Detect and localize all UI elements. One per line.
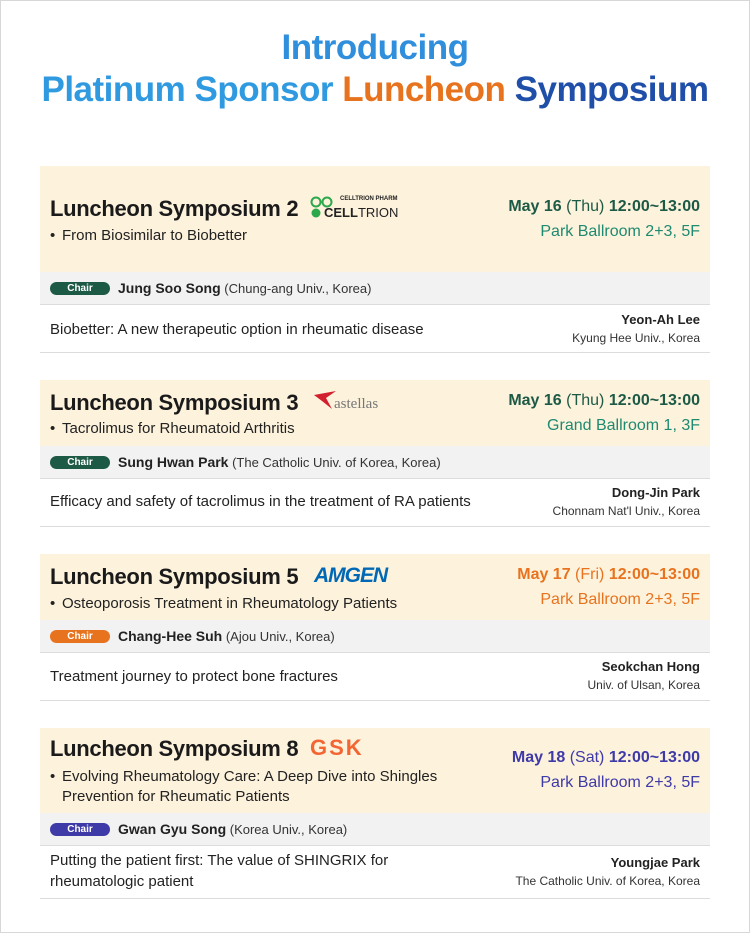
chair-name: Jung Soo Song (Chung-ang Univ., Korea) — [118, 280, 372, 296]
symposium-header — [40, 166, 710, 272]
gsk-logo: GSK — [310, 735, 364, 760]
symposium-title: Luncheon Symposium 8 — [50, 736, 299, 761]
symposium-topic: • From Biosimilar to Biobetter — [50, 227, 248, 244]
lecture-title: Treatment journey to protect bone fractures — [50, 668, 338, 685]
symposium-card-2 — [40, 166, 710, 352]
symposium-card-8 — [40, 728, 710, 898]
speaker-affiliation: The Catholic Univ. of Korea, Korea — [515, 874, 700, 888]
chair-badge: Chair — [50, 630, 110, 643]
chair-row — [40, 272, 710, 305]
symposium-topic: • Evolving Rheumatology Care: A Deep Dive into Shingles Prevention for Rheumatic Patients — [50, 768, 438, 805]
speaker-affiliation: Chonnam Nat'l Univ., Korea — [552, 504, 700, 518]
speaker-name: Dong-Jin Park — [611, 485, 700, 500]
symposium-title: Luncheon Symposium 2 — [50, 196, 299, 221]
page-title-line1: Introducing — [281, 28, 469, 67]
title-platinum-sponsor: Platinum Sponsor — [41, 70, 343, 109]
chair-badge: Chair — [50, 282, 110, 295]
chair-row — [40, 620, 710, 653]
lecture-title: Putting the patient first: The value of SHINGRIX for rheumatologic patient — [50, 852, 389, 890]
lecture-title: Efficacy and safety of tacrolimus in the treatment of RA patients — [50, 493, 471, 510]
amgen-logo: AMGEN — [314, 564, 388, 587]
symposium-topic: • Tacrolimus for Rheumatoid Arthritis — [50, 420, 295, 437]
chair-name: Gwan Gyu Song (Korea Univ., Korea) — [118, 821, 348, 837]
symposium-title: Luncheon Symposium 5 — [50, 564, 299, 589]
celltrion-logo: CELLTRION PHARM CELLTRION — [310, 196, 400, 220]
symposium-datetime: May 18 (Sat) 12:00~13:00 — [511, 749, 700, 766]
page-title-line2 — [0, 70, 750, 110]
title-luncheon: Luncheon — [342, 70, 506, 109]
symposium-datetime: May 17 (Fri) 12:00~13:00 — [517, 566, 700, 583]
symposium-header — [40, 728, 710, 813]
speaker-name: Youngjae Park — [610, 855, 700, 870]
symposium-header — [40, 380, 710, 446]
symposium-datetime: May 16 (Thu) 12:00~13:00 — [508, 392, 700, 409]
symposium-title: Luncheon Symposium 3 — [50, 390, 299, 415]
title-symposium: Symposium — [505, 70, 709, 109]
speaker-name: Seokchan Hong — [601, 659, 700, 674]
symposium-card-5 — [40, 554, 710, 700]
chair-row — [40, 813, 710, 846]
chair-name: Chang-Hee Suh (Ajou Univ., Korea) — [118, 628, 335, 644]
symposium-venue: Grand Ballroom 1, 3F — [547, 417, 700, 434]
symposium-card-3 — [40, 380, 710, 526]
chair-badge: Chair — [50, 823, 110, 836]
lecture-row — [40, 479, 710, 527]
speaker-affiliation: Univ. of Ulsan, Korea — [587, 678, 700, 692]
symposium-topic: • Osteoporosis Treatment in Rheumatology Patients — [50, 595, 398, 612]
symposium-datetime: May 16 (Thu) 12:00~13:00 — [508, 198, 700, 215]
speaker-affiliation: Kyung Hee Univ., Korea — [572, 331, 700, 345]
lecture-row — [40, 653, 710, 701]
speaker-name: Yeon-Ah Lee — [621, 312, 700, 327]
chair-row — [40, 446, 710, 479]
lecture-row — [40, 846, 710, 899]
symposium-venue: Park Ballroom 2+3, 5F — [540, 223, 700, 240]
astellas-logo: astellas — [312, 389, 402, 415]
lecture-title: Biobetter: A new therapeutic option in rheumatic disease — [50, 321, 424, 338]
chair-badge: Chair — [50, 456, 110, 469]
lecture-row — [40, 305, 710, 353]
symposium-header — [40, 554, 710, 620]
symposium-venue: Park Ballroom 2+3, 5F — [540, 591, 700, 608]
symposium-venue: Park Ballroom 2+3, 5F — [540, 774, 700, 791]
chair-name: Sung Hwan Park (The Catholic Univ. of Korea, Korea) — [118, 454, 441, 470]
